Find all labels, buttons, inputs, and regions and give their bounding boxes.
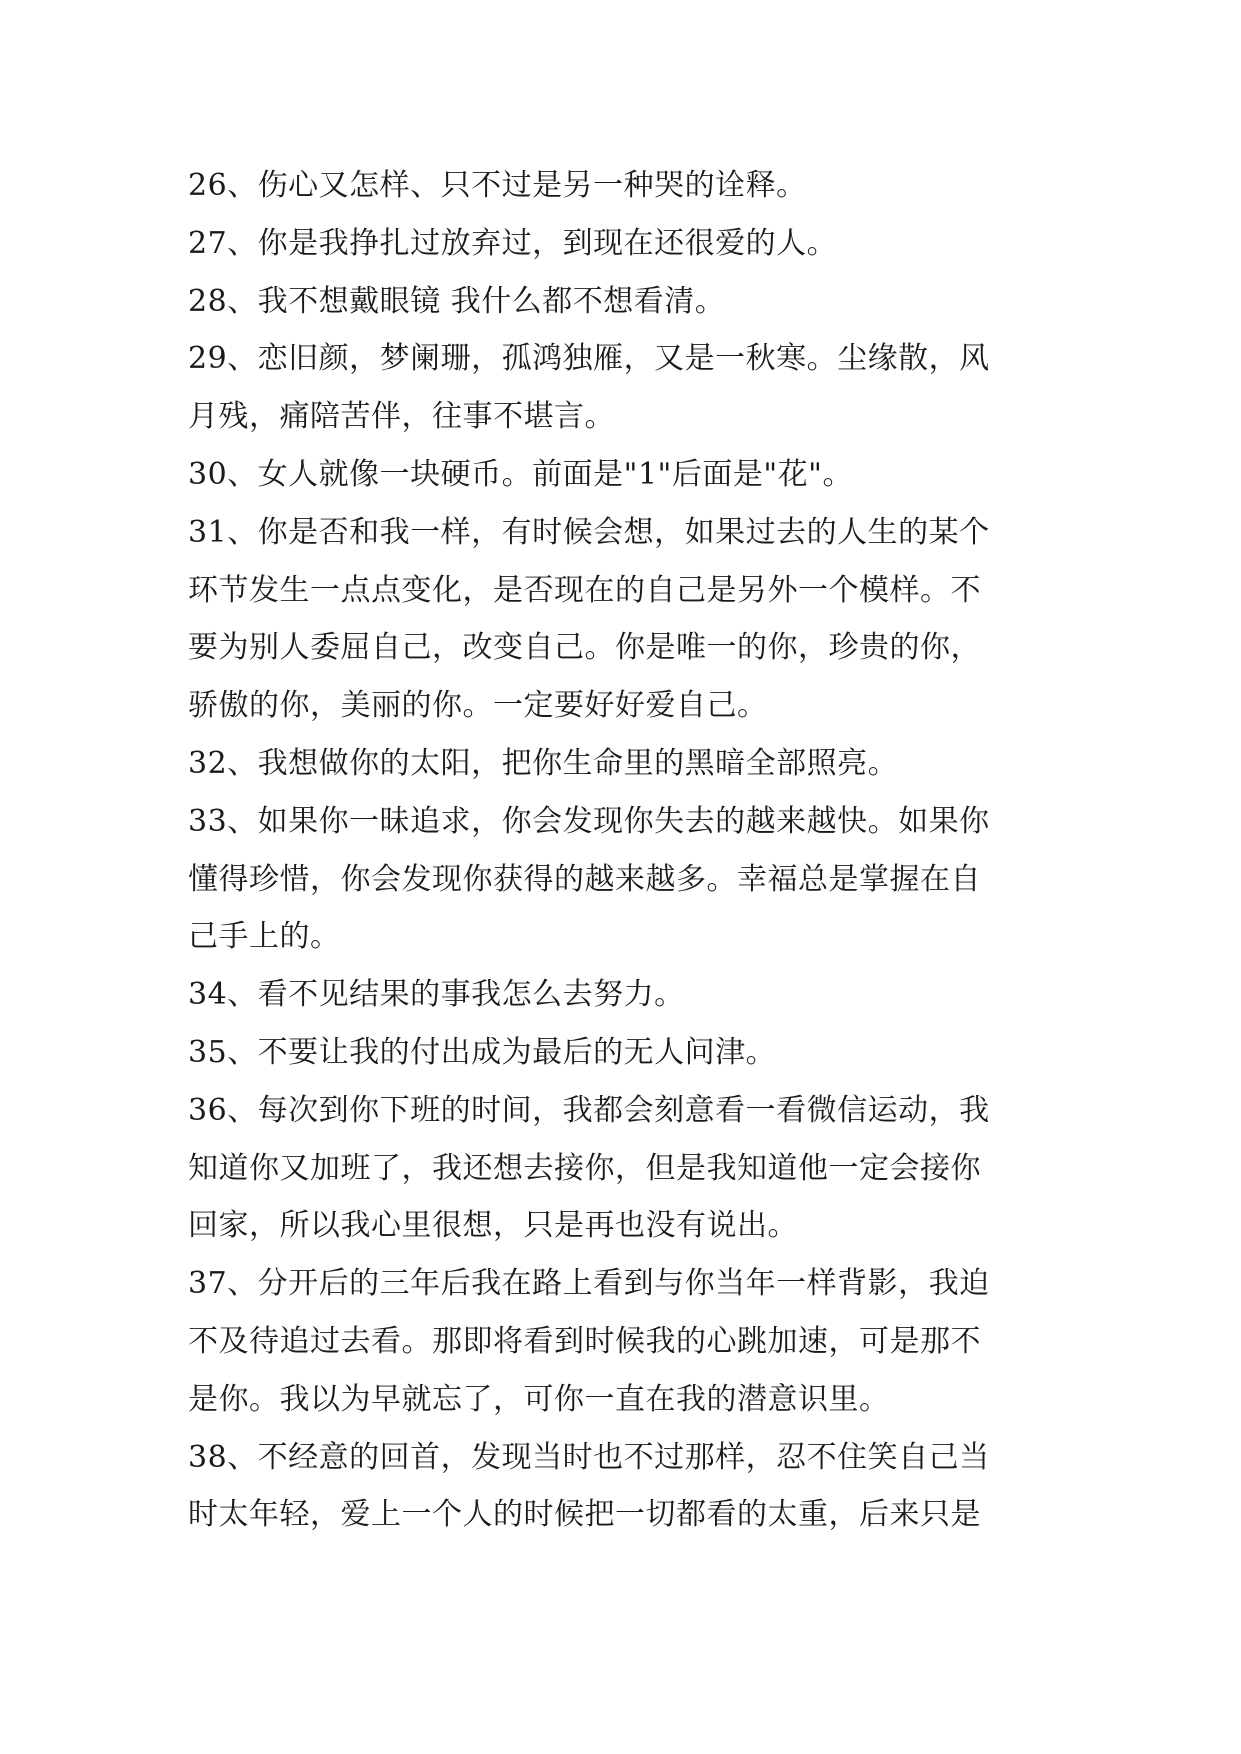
text-line: 31、你是否和我一样，有时候会想，如果过去的人生的某个 (188, 514, 990, 550)
text-line: 不及待追过去看。那即将看到时候我的心跳加速，可是那不 (188, 1323, 981, 1359)
text-line: 要为别人委屈自己，改变自己。你是唯一的你，珍贵的你， (188, 630, 981, 666)
text-line: 34、看不见结果的事我怎么去努力。 (188, 977, 685, 1013)
text-line: 36、每次到你下班的时间，我都会刻意看一看微信运动，我 (188, 1092, 990, 1128)
text-line: 是你。我以为早就忘了，可你一直在我的潜意识里。 (188, 1381, 890, 1417)
text-line: 33、如果你一昧追求，你会发现你失去的越来越快。如果你 (188, 803, 990, 839)
text-line: 27、你是我挣扎过放弃过，到现在还很爱的人。 (188, 225, 838, 261)
text-line: 28、我不想戴眼镜 我什么都不想看清。 (188, 283, 726, 319)
text-line: 时太年轻，爱上一个人的时候把一切都看的太重，后来只是 (188, 1497, 981, 1533)
text-line: 29、恋旧颜，梦阑珊，孤鸿独雁，又是一秋寒。尘缘散，风 (188, 341, 990, 377)
text-line: 26、伤心又怎样、只不过是另一种哭的诠释。 (188, 168, 807, 203)
text-line: 35、不要让我的付出成为最后的无人问津。 (188, 1034, 777, 1070)
text-line: 37、分开后的三年后我在路上看到与你当年一样背影，我迫 (188, 1266, 990, 1302)
text-line: 环节发生一点点变化，是否现在的自己是另外一个模样。不 (188, 572, 981, 608)
text-line: 38、不经意的回首，发现当时也不过那样，忍不住笑自己当 (188, 1439, 990, 1475)
text-line: 骄傲的你，美丽的你。一定要好好爱自己。 (188, 688, 768, 724)
text-line: 32、我想做你的太阳，把你生命里的黑暗全部照亮。 (188, 745, 899, 781)
text-line: 知道你又加班了，我还想去接你，但是我知道他一定会接你 (188, 1150, 981, 1186)
text-line: 己手上的。 (188, 919, 341, 955)
text-line: 30、女人就像一块硬币。前面是"1"后面是"花"。 (188, 456, 853, 492)
text-line: 月残，痛陪苦伴，往事不堪言。 (188, 399, 615, 435)
text-line: 懂得珍惜，你会发现你获得的越来越多。幸福总是掌握在自 (188, 861, 981, 897)
text-line: 回家，所以我心里很想，只是再也没有说出。 (188, 1208, 798, 1244)
document-body (188, 157, 1068, 1544)
